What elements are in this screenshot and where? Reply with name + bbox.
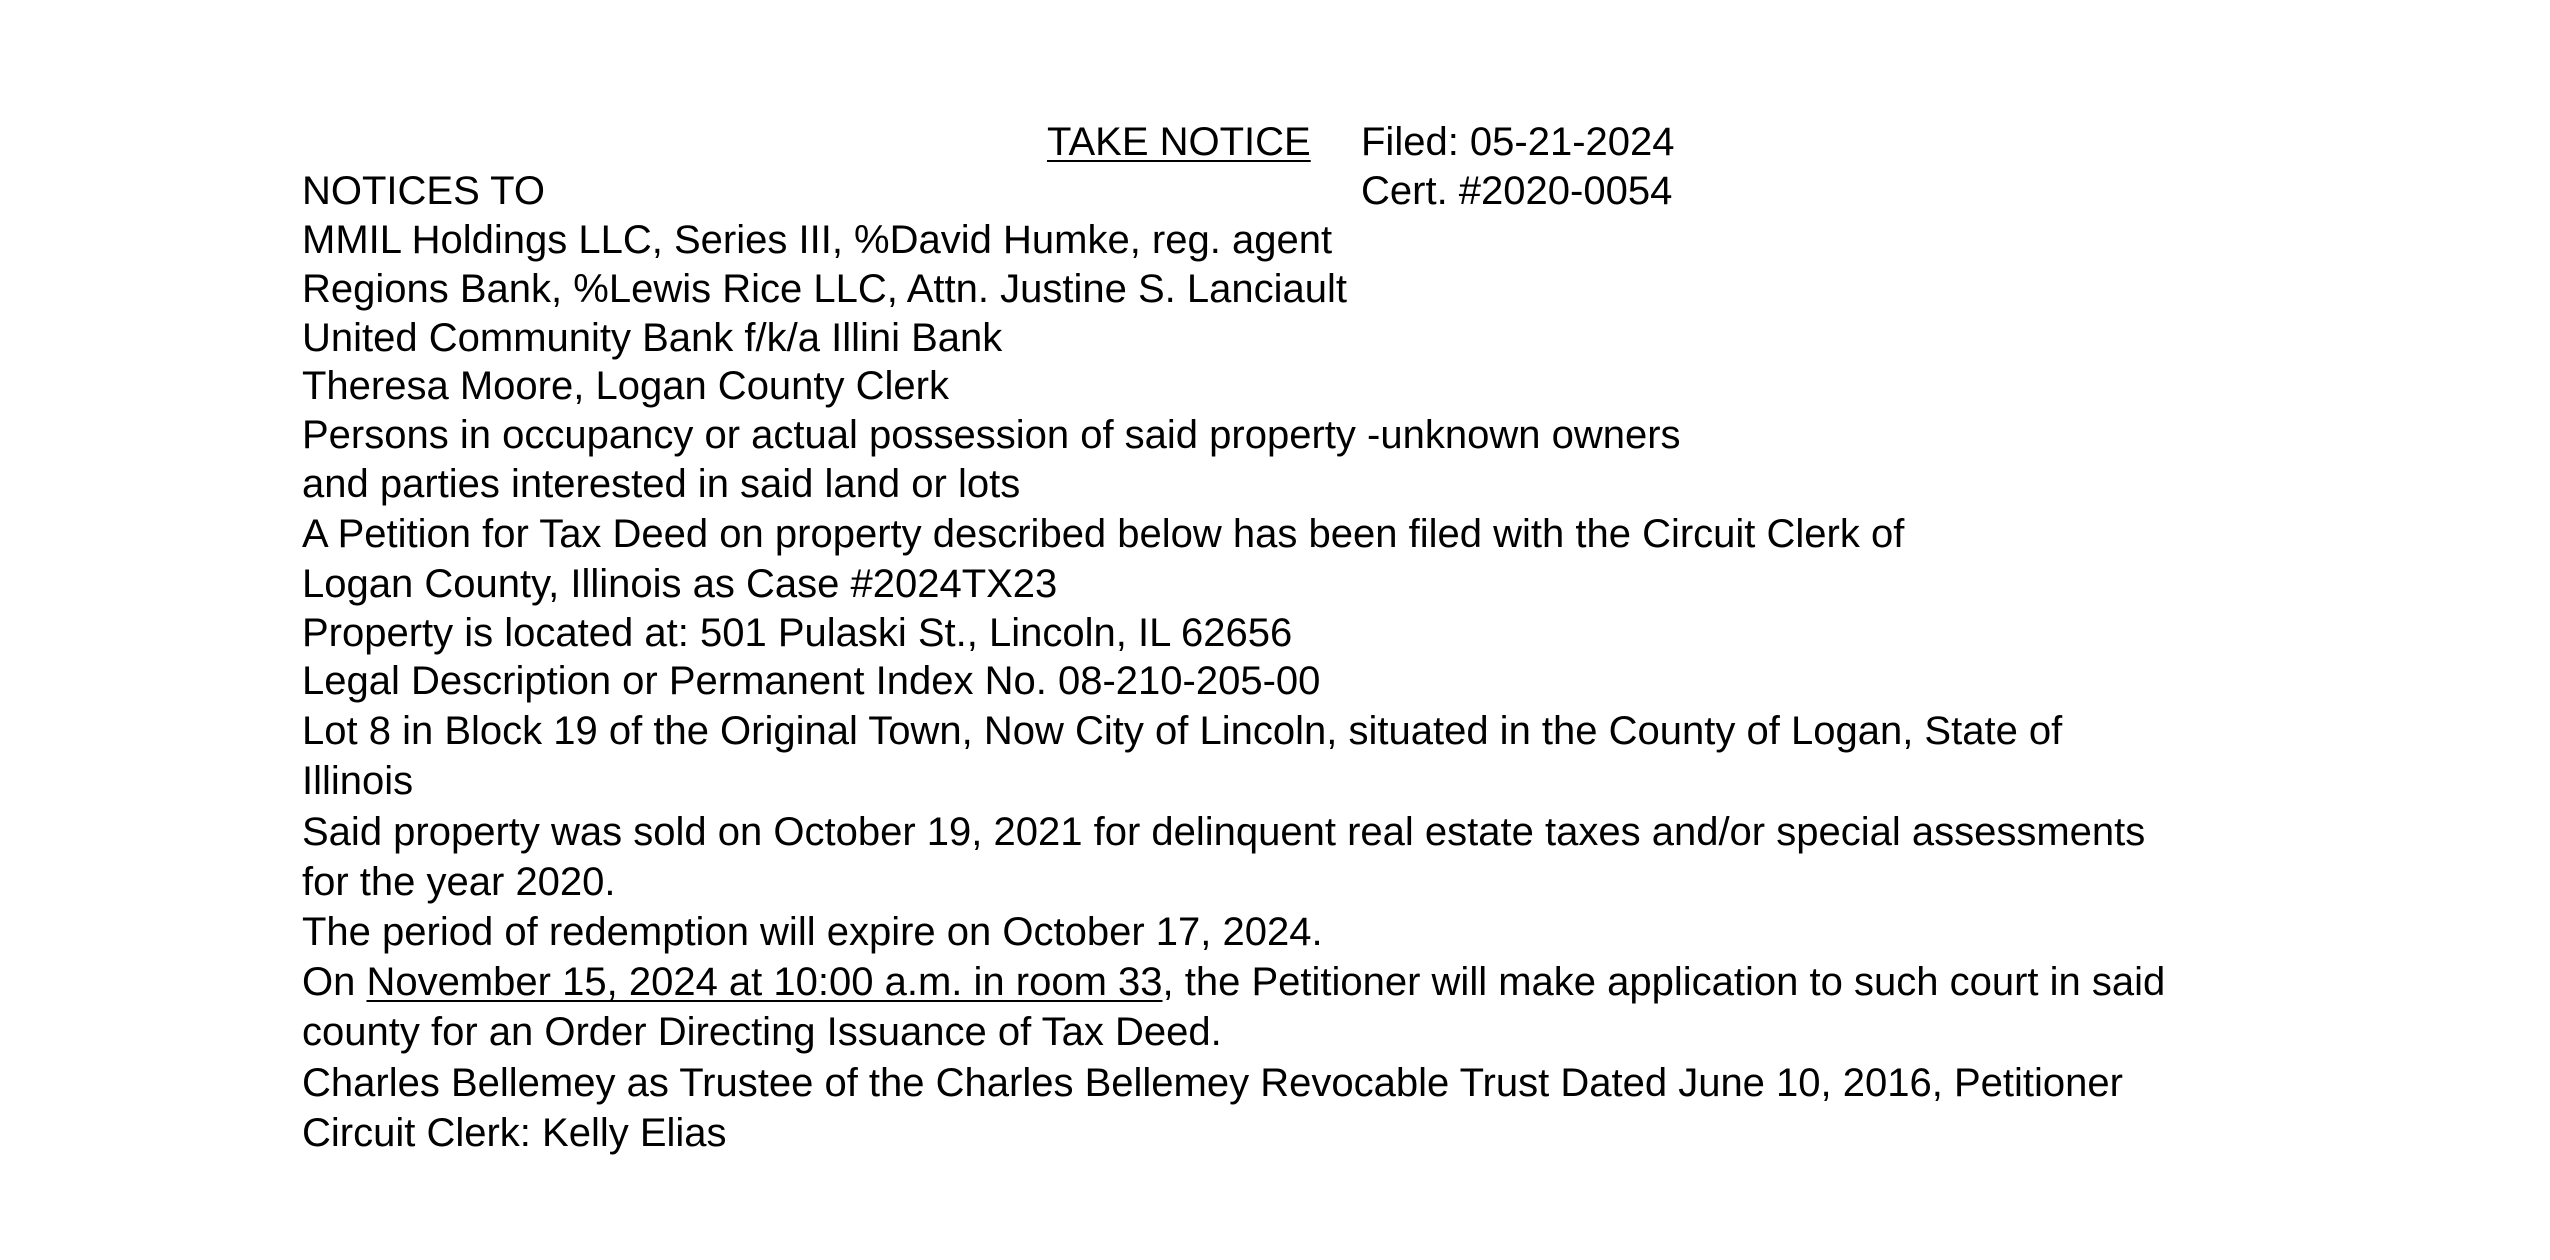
recipient-line: Persons in occupancy or actual possession of said property -unknown owners [302,413,1681,457]
hearing-statement-cont: county for an Order Directing Issuance of Tax Deed. [302,1010,1222,1054]
recipient-line: Theresa Moore, Logan County Clerk [302,364,949,408]
recipient-line: MMIL Holdings LLC, Series III, %David Humke, reg. agent [302,218,1333,262]
notice-title: TAKE NOTICE [1047,120,1311,164]
recipient-line: Regions Bank, %Lewis Rice LLC, Attn. Justine S. Lanciault [302,267,1347,311]
recipient-line: United Community Bank f/k/a Illini Bank [302,316,1003,360]
cert-number: Cert. #2020-0054 [1361,169,1673,213]
sale-statement: Said property was sold on October 19, 2021 for delinquent real estate taxes and/or special assessments [302,810,2146,854]
petition-line: A Petition for Tax Deed on property described below has been filed with the Circuit Clerk of [302,512,1905,556]
redemption-period: The period of redemption will expire on October 17, 2024. [302,910,1323,954]
hearing-prefix: On [302,960,367,1004]
hearing-statement [302,958,2165,1006]
hearing-suffix: , the Petitioner will make application to such court in said [1162,960,2166,1004]
sale-statement-cont: for the year 2020. [302,860,616,904]
lot-description-cont: Illinois [302,759,414,803]
petitioner-line: Charles Bellemey as Trustee of the Charles Bellemey Revocable Trust Dated June 10, 2016, Petitioner [302,1061,2123,1105]
petition-case-line: Logan County, Illinois as Case #2024TX23 [302,562,1058,606]
lot-description: Lot 8 in Block 19 of the Original Town, Now City of Lincoln, situated in the County of Logan, State of [302,709,2063,753]
property-location: Property is located at: 501 Pulaski St., Lincoln, IL 62656 [302,611,1293,655]
filed-date: Filed: 05-21-2024 [1361,120,1675,164]
circuit-clerk-line: Circuit Clerk: Kelly Elias [302,1111,727,1155]
recipient-line: and parties interested in said land or lots [302,462,1021,506]
legal-description: Legal Description or Permanent Index No. 08-210-205-00 [302,659,1321,703]
notices-to-heading: NOTICES TO [302,169,546,213]
hearing-date-location: November 15, 2024 at 10:00 a.m. in room 33 [366,960,1163,1004]
